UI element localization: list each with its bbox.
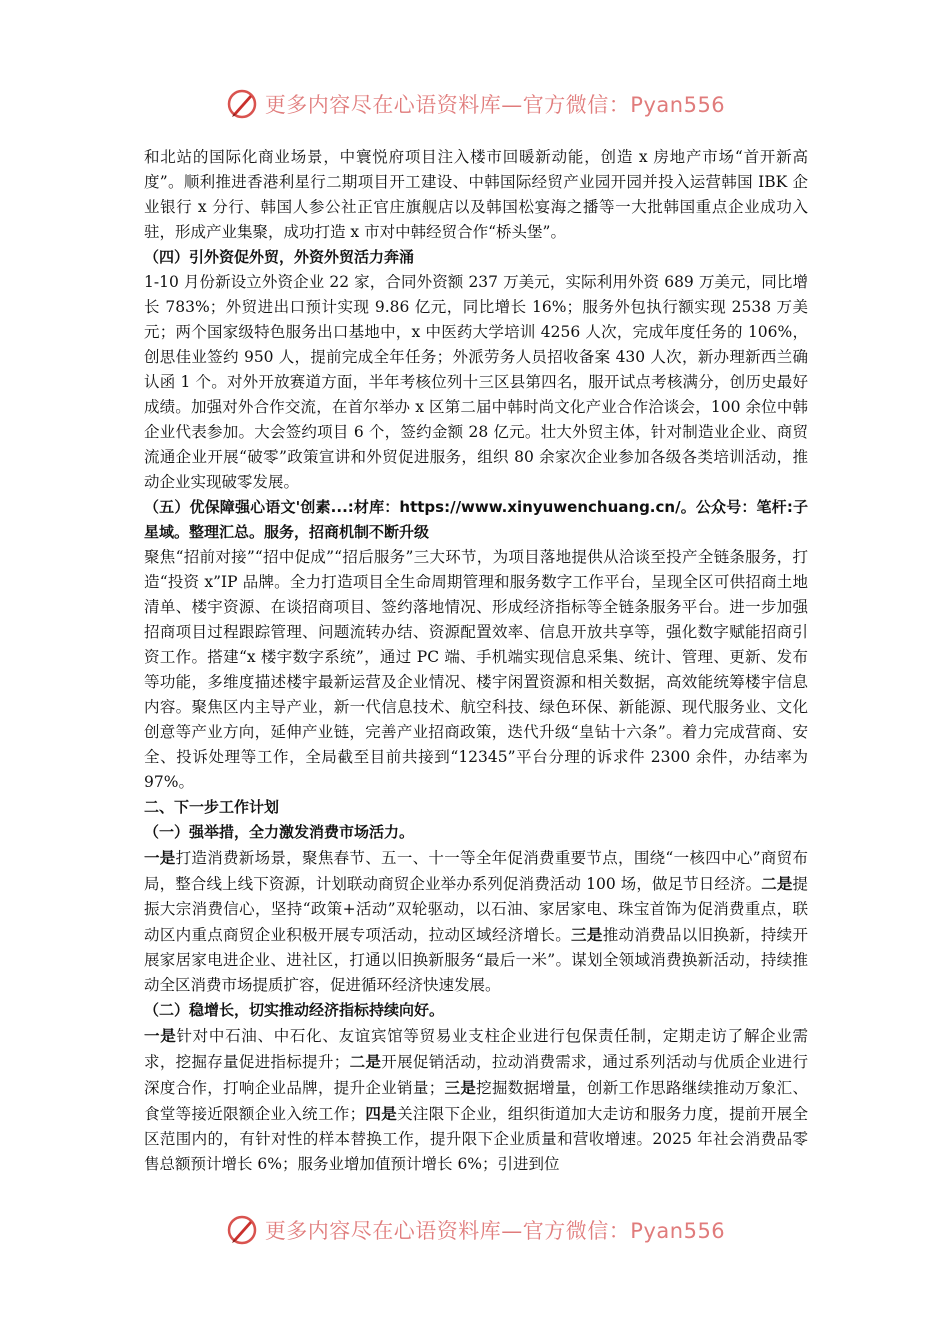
list-text: 关注限下企业，组织街道加大走访和服务力度，提前开展全区范围内的，有针对性的样本替换工作，提升限下企业质量和营收增速。2025 年社会消费品零售总额预计增长 6%；服务业增加值预计增长 6%；引进到位 <box>144 1105 808 1173</box>
document-body <box>144 145 808 1177</box>
footer-watermark <box>0 1210 950 1250</box>
header-watermark <box>0 84 950 124</box>
list-marker: 一是 <box>144 848 176 867</box>
watermark-text: 更多内容尽在心语资料库—官方微信：Pyan556 <box>264 1219 726 1243</box>
list-marker: 二是 <box>349 1052 382 1071</box>
list-marker: 三是 <box>444 1078 477 1097</box>
list-text: 提振大宗消费信心，坚持“政策+活动”双轮驱动，以石油、家居家电、珠宝首饰为促消费重点，联动区内重点商贸企业积极开展专项活动，拉动区域经济增长。 <box>144 875 808 944</box>
watermark-text: 更多内容尽在心语资料库—官方微信：Pyan556 <box>264 93 726 117</box>
paragraph <box>144 845 808 998</box>
section-heading: （二）稳增长，切实推动经济指标持续向好。 <box>144 1001 445 1019</box>
list-text: 打造消费新场景，聚焦春节、五一、十一等全年促消费重要节点，围绕“一核四中心”商贸布局，整合线上线下资源，计划联动商贸企业举办系列促消费活动 100 场，做足节日经济。 <box>144 849 808 893</box>
chapter-heading: 二、下一步工作计划 <box>144 798 280 816</box>
paragraph: 和北站的国际化商业场景，中寰悦府项目注入楼市回暖新动能，创造 x 房地产市场“首开新高度”。顺利推进香港利星行二期项目开工建设、中韩国际经贸产业园开园并投入运营韩国 IBK 企业银行 x 分行、韩国人参公社正官庄旗舰店以及韩国松宴海之播等一大批韩国重点企业成功入驻，形成产业集聚，成功打造 x 市对中韩经贸合作“桥头堡”。 <box>144 148 808 241</box>
list-marker: 三是 <box>571 925 603 944</box>
section-heading: （一）强举措，全力激发消费市场活力。 <box>144 823 415 841</box>
section-heading: （五）优保障强心语文'创素...:材库：https://www.xinyuwenchuang.cn/。公众号：笔杆:子星域。整理汇总。服务，招商机制不断升级 <box>144 498 808 541</box>
list-text: 推动消费品以旧换新，持续开展家居家电进企业、进社区，打通以旧换新服务“最后一米”。谋划全领域消费换新活动，持续推动全区消费市场提质扩容，促进循环经济快速发展。 <box>144 926 808 994</box>
paragraph: 聚焦“招前对接”“招中促成”“招后服务”三大环节，为项目落地提供从洽谈至投产全链条服务，打造“投资 x”IP 品牌。全力打造项目全生命周期管理和服务数字工作平台，呈现全区可供招商土地清单、楼宇资源、在谈招商项目、签约落地情况、形成经济指标等全链条服务平台。进一步加强招商项目过程跟踪管理、问题流转办结、资源配置效率、信息开放共享等，强化数字赋能招商引资工作。搭建“x 楼宇数字系统”，通过 PC 端、手机端实现信息采集、统计、管理、更新、发布等功能，多维度描述楼宇最新运营及企业情况、楼宇闲置资源和相关数据，高效能统筹楼宇信息内容。聚焦区内主导产业，新一代信息技术、航空科技、绿色环保、新能源、现代服务业、文化创意等产业方向，延伸产业链，完善产业招商政策，迭代升级“皇钻十六条”。着力完成营商、安全、投诉处理等工作，全局截至目前共接到“12345”平台分理的诉求件 2300 余件，办结率为 97%。 <box>144 548 808 791</box>
list-marker: 一是 <box>144 1026 177 1045</box>
pen-logo-icon <box>225 87 259 121</box>
paragraph <box>144 1023 808 1177</box>
paragraph: 1-10 月份新设立外资企业 22 家，合同外资额 237 万美元，实际利用外资 689 万美元，同比增长 783%；外贸进出口预计实现 9.86 亿元，同比增长 16%；服务外包执行额实现 2538 万美元；两个国家级特色服务出口基地中，x 中医药大学培训 4256 人次，完成年度任务的 106%，创思佳业签约 950 人，提前完成全年任务；外派劳务人员招收备案 430 人次，新办理新西兰确认函 1 个。对外开放赛道方面，半年考核位列十三区县第四名，服开试点考核满分，创历史最好成绩。加强对外合作交流，在首尔举办 x 区第二届中韩时尚文化产业合作洽谈会，100 余位中韩企业代表参加。大会签约项目 6 个，签约金额 28 亿元。壮大外贸主体，针对制造业企业、商贸流通企业开展“破零”政策宣讲和外贸促进服务，组织 80 余家次企业参加各级各类培训活动，推动企业实现破零发展。 <box>144 273 808 491</box>
list-text: 挖掘数据增量，创新工作思路继续推动万象汇、食堂等接近限额企业入统工作； <box>144 1079 808 1123</box>
list-text: 开展促销活动，拉动消费需求，通过系列活动与优质企业进行深度合作，打响企业品牌，提升企业销量； <box>144 1053 808 1097</box>
section-heading: （四）引外资促外贸，外资外贸活力奔涌 <box>144 248 415 266</box>
list-marker: 二是 <box>761 874 793 893</box>
list-marker: 四是 <box>365 1104 398 1123</box>
list-text: 针对中石油、中石化、友谊宾馆等贸易业支柱企业进行包保责任制，定期走访了解企业需求，挖掘存量促进指标提升； <box>144 1027 808 1071</box>
pen-logo-icon <box>225 1213 259 1247</box>
